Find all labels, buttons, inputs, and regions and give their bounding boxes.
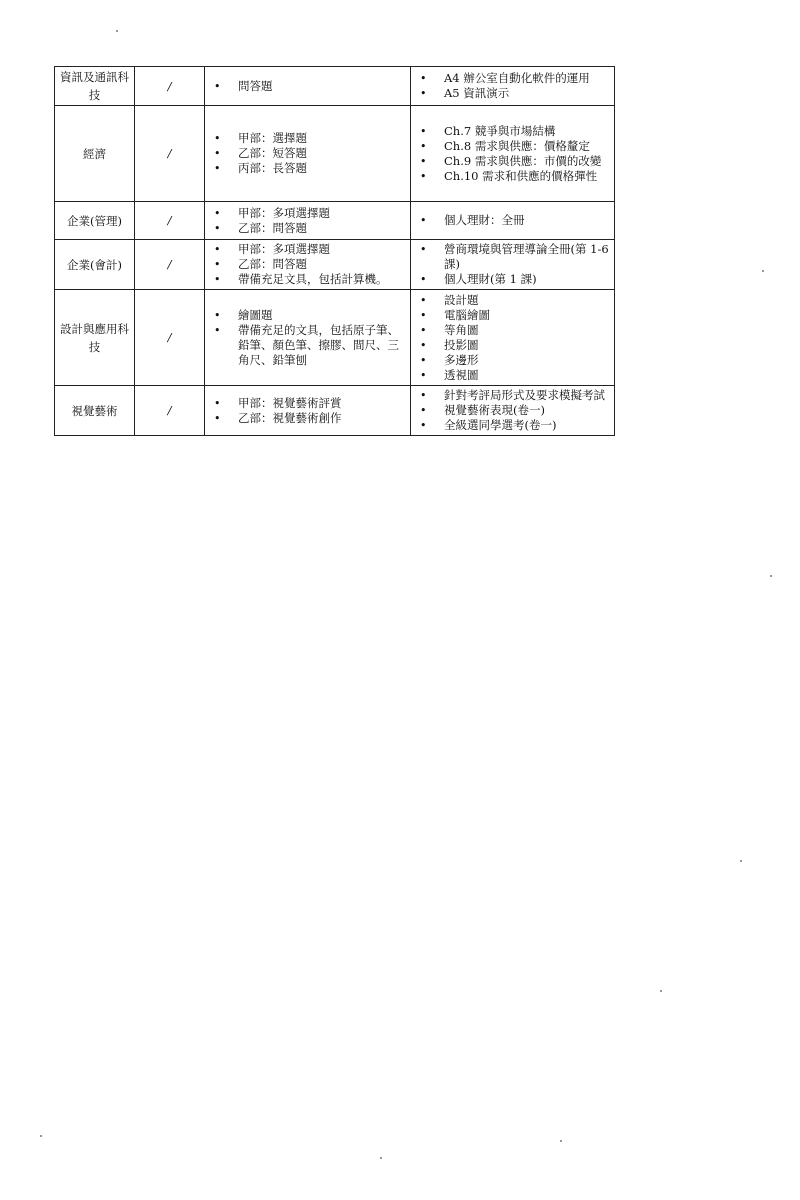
list-item: • 乙部：短答題 (208, 146, 407, 161)
table-row (55, 290, 615, 386)
list-item: • 甲部：多項選擇題 (208, 242, 407, 257)
format-cell (205, 106, 411, 202)
list-item: • 乙部：視覺藝術創作 (208, 411, 407, 426)
list-item: • A5 資訊演示 (414, 86, 611, 101)
scope-cell (411, 106, 615, 202)
list-item: • 投影圖 (414, 338, 611, 353)
slash-cell: / (135, 386, 205, 436)
format-cell (205, 202, 411, 240)
subject-cell: 設計與應用科技 (55, 290, 135, 386)
scan-speck (116, 30, 118, 32)
list-item: • 個人理財：全冊 (414, 213, 611, 228)
list-item: • 甲部：視覺藝術評賞 (208, 396, 407, 411)
subject-cell: 經濟 (55, 106, 135, 202)
slash-cell: / (135, 67, 205, 106)
list-item: • 乙部：問答題 (208, 221, 407, 236)
subject-cell: 企業(管理) (55, 202, 135, 240)
list-item: • 全級選同學選考(卷一) (414, 418, 611, 433)
list-item: • Ch.10 需求和供應的價格彈性 (414, 169, 611, 184)
exam-syllabus-table (54, 66, 615, 436)
list-item: • 針對考評局形式及要求模擬考試 (414, 388, 611, 403)
list-item: • 多邊形 (414, 353, 611, 368)
list-item: • Ch.7 競爭與市場結構 (414, 124, 611, 139)
table-row (55, 202, 615, 240)
scan-speck (770, 575, 772, 577)
scope-cell (411, 240, 615, 290)
subject-cell: 企業(會計) (55, 240, 135, 290)
table-row (55, 240, 615, 290)
scope-cell (411, 67, 615, 106)
slash-cell: / (135, 290, 205, 386)
scan-speck (740, 860, 742, 862)
scan-speck (660, 990, 662, 992)
table-row (55, 67, 615, 106)
list-item: • A4 辦公室自動化軟件的運用 (414, 71, 611, 86)
list-item: • 個人理財(第 1 課) (414, 272, 611, 287)
scope-cell (411, 202, 615, 240)
scope-cell (411, 290, 615, 386)
scan-speck (762, 270, 764, 272)
list-item: • 營商環境與管理導論全冊(第 1-6 課) (414, 242, 611, 272)
list-item: • Ch.9 需求與供應：市價的改變 (414, 154, 611, 169)
scan-speck (380, 1157, 382, 1159)
slash-cell: / (135, 106, 205, 202)
table-row (55, 106, 615, 202)
list-item: • 問答題 (208, 79, 407, 94)
subject-cell: 視覺藝術 (55, 386, 135, 436)
scan-speck (40, 1135, 42, 1137)
list-item: • 繪圖題 (208, 308, 407, 323)
format-cell (205, 67, 411, 106)
slash-cell: / (135, 202, 205, 240)
list-item: • 甲部：多項選擇題 (208, 206, 407, 221)
list-item: • 丙部：長答題 (208, 161, 407, 176)
list-item: • 透視圖 (414, 368, 611, 383)
list-item: • 帶備充足的文具，包括原子筆、鉛筆、顏色筆、擦膠、間尺、三角尺、鉛筆刨 (208, 323, 407, 368)
scan-speck (560, 1140, 562, 1142)
list-item: • 帶備充足文具，包括計算機。 (208, 272, 407, 287)
table-row (55, 386, 615, 436)
format-cell (205, 386, 411, 436)
slash-cell: / (135, 240, 205, 290)
format-cell (205, 290, 411, 386)
list-item: • 等角圖 (414, 323, 611, 338)
format-cell (205, 240, 411, 290)
list-item: • 設計題 (414, 293, 611, 308)
scope-cell (411, 386, 615, 436)
list-item: • Ch.8 需求與供應：價格釐定 (414, 139, 611, 154)
list-item: • 電腦繪圖 (414, 308, 611, 323)
subject-cell: 資訊及通訊科技 (55, 67, 135, 106)
list-item: • 乙部：問答題 (208, 257, 407, 272)
list-item: • 視覺藝術表現(卷一) (414, 403, 611, 418)
list-item: • 甲部：選擇題 (208, 131, 407, 146)
